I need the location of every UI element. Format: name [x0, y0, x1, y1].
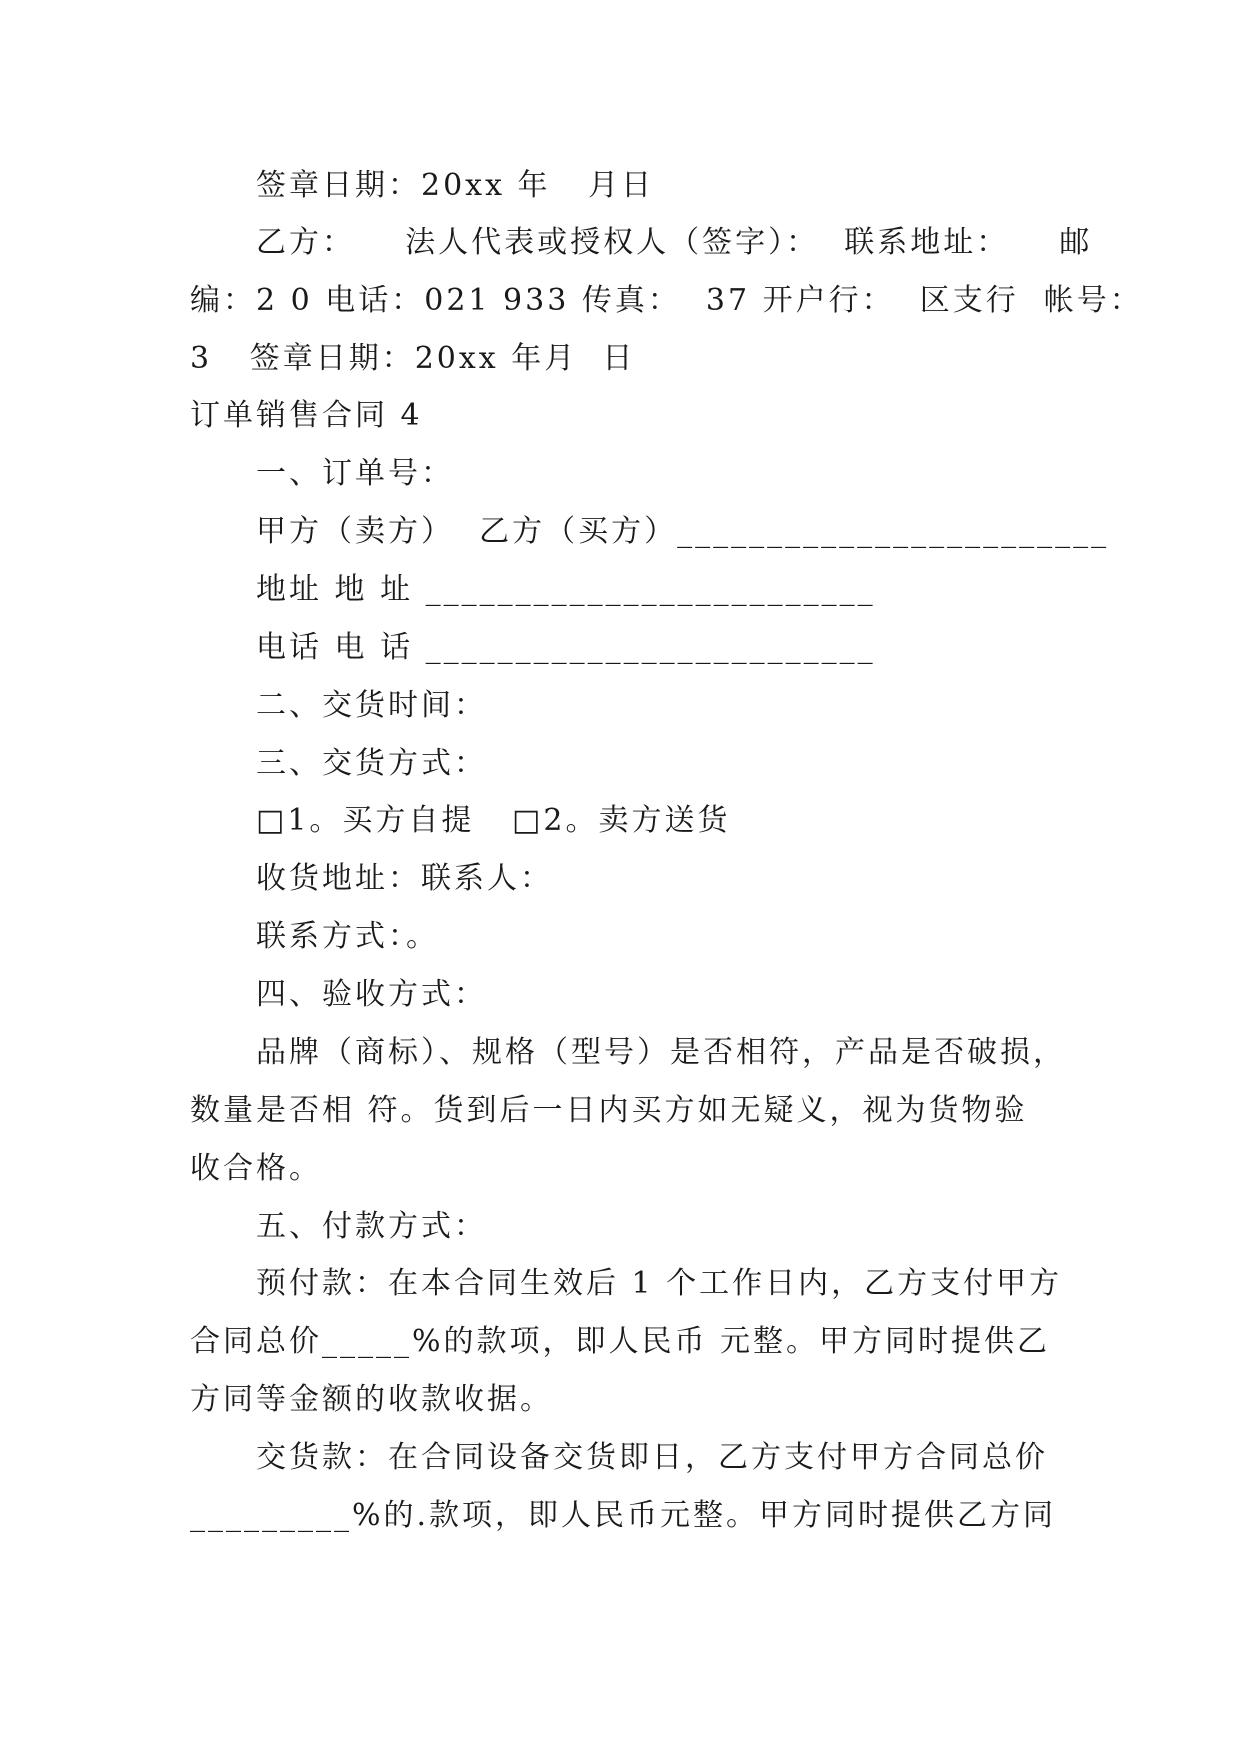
prepayment-line-1: 预付款：在本合同生效后 1 个工作日内，乙方支付甲方: [256, 1266, 1063, 1301]
prepayment-line-2: 合同总价_____%的款项，即人民币 元整。甲方同时提供乙: [190, 1324, 1051, 1359]
sign-date-line-b: 3 签章日期：20xx 年月 日: [190, 341, 636, 376]
section-payment: 五、付款方式：: [256, 1209, 487, 1244]
delivery-payment-line-1: 交货款：在合同设备交货即日，乙方支付甲方合同总价: [256, 1440, 1048, 1475]
acceptance-text-line-1: 品牌（商标）、规格（型号）是否相符，产品是否破损，: [256, 1035, 1066, 1070]
section-acceptance: 四、验收方式：: [256, 977, 487, 1012]
contract-title: 订单销售合同 4: [190, 398, 423, 433]
contact-method-line: 联系方式：。: [256, 919, 439, 954]
section-order-number: 一、订单号：: [256, 456, 454, 491]
section-delivery-time: 二、交货时间：: [256, 688, 487, 723]
prepayment-line-3: 方同等金额的收款收据。: [190, 1382, 553, 1417]
delivery-payment-line-2: _________%的.款项，即人民币元整。甲方同时提供乙方同: [190, 1498, 1057, 1533]
party-b-line: 乙方： 法人代表或授权人（签字）： 联系地址： 邮: [256, 225, 1093, 260]
acceptance-text-line-2: 数量是否相 符。货到后一日内买方如无疑义，视为货物验: [190, 1093, 1028, 1128]
phone-line: 电话 电 话 _________________________: [256, 630, 876, 665]
section-delivery-method: 三、交货方式：: [256, 746, 487, 781]
parties-line: 甲方（卖方） 乙方（买方）________________________: [256, 514, 1110, 549]
address-line: 地址 地 址 _________________________: [256, 572, 876, 607]
delivery-options: □1。买方自提 □2。卖方送货: [256, 803, 731, 838]
acceptance-text-line-3: 收合格。: [190, 1151, 322, 1186]
party-b-contact-line: 编：2 0 电话：021 933 传真： 37 开户行： 区支行 帐号：: [190, 283, 1143, 318]
receiving-address-line: 收货地址：联系人：: [256, 861, 553, 896]
sign-date-line-a: 签章日期：20xx 年 月日: [256, 168, 655, 203]
